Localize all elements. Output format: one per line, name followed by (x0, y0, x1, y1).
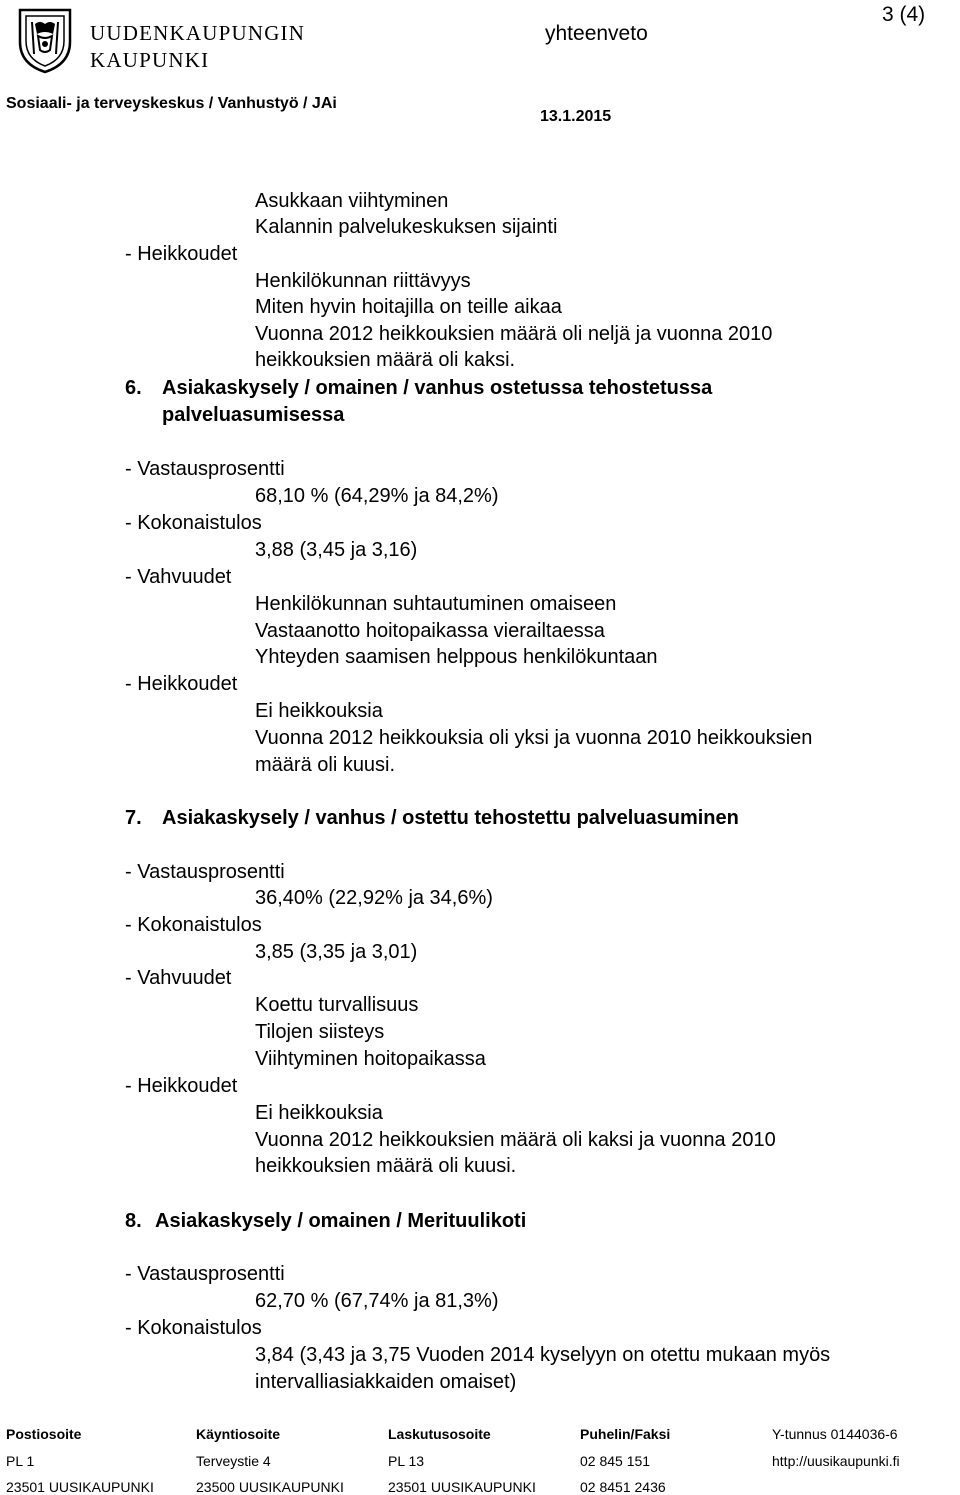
intro-line: Asukkaan viihtyminen (255, 190, 449, 212)
footer-postal-line: 23501 UUSIKAUPUNKI (6, 1479, 154, 1495)
page-number: 3 (4) (882, 3, 926, 26)
section-number: 7. (125, 807, 142, 829)
strength-item: Tilojen siisteys (255, 1021, 385, 1043)
strength-item: Henkilökunnan suhtautuminen omaiseen (255, 593, 617, 615)
response-rate-label: - Vastausprosentti (125, 1263, 285, 1285)
footer-visit-line: 23500 UUSIKAUPUNKI (196, 1479, 344, 1495)
footer-postal-heading: Postiosoite (6, 1426, 82, 1442)
footer-business-id: Y-tunnus 0144036-6 (772, 1426, 898, 1442)
weakness-item: Ei heikkouksia (255, 1102, 383, 1124)
organization-name-line2: KAUPUNKI (90, 48, 210, 72)
footer-visit-line: Terveystie 4 (196, 1453, 271, 1469)
response-rate-value: 68,10 % (64,29% ja 84,2%) (255, 485, 499, 507)
footer-fax: 02 8451 2436 (580, 1479, 666, 1495)
section-title: Asiakaskysely / vanhus / ostettu tehostettu palveluasuminen (162, 807, 739, 829)
footer-website-link[interactable]: http://uusikaupunki.fi (772, 1453, 900, 1469)
footer-phone-heading: Puhelin/Faksi (580, 1426, 671, 1442)
section-number: 6. (125, 377, 142, 399)
strength-item: Viihtyminen hoitopaikassa (255, 1048, 486, 1070)
weakness-item: määrä oli kuusi. (255, 754, 396, 776)
strength-item: Koettu turvallisuus (255, 994, 419, 1016)
intro-line: Kalannin palvelukeskuksen sijainti (255, 216, 558, 238)
footer-billing-line: PL 13 (388, 1453, 425, 1469)
total-score-value: 3,88 (3,45 ja 3,16) (255, 539, 418, 561)
response-rate-value: 36,40% (22,92% ja 34,6%) (255, 887, 493, 909)
department: Sosiaali- ja terveyskeskus / Vanhustyö / JAi (6, 95, 337, 112)
weakness-item: Vuonna 2012 heikkouksien määrä oli kaksi ja vuonna 2010 (255, 1129, 776, 1151)
response-rate-value: 62,70 % (67,74% ja 81,3%) (255, 1290, 499, 1312)
total-score-value: 3,84 (3,43 ja 3,75 Vuoden 2014 kyselyyn on otettu mukaan myös (255, 1344, 831, 1366)
total-score-value: 3,85 (3,35 ja 3,01) (255, 941, 418, 963)
strength-item: Yhteyden saamisen helppous henkilökuntaan (255, 646, 658, 668)
total-score-label: - Kokonaistulos (125, 914, 262, 936)
response-rate-label: - Vastausprosentti (125, 458, 285, 480)
section-number: 8. (125, 1210, 142, 1232)
total-score-label: - Kokonaistulos (125, 512, 262, 534)
strength-item: Vastaanotto hoitopaikassa vierailtaessa (255, 620, 605, 642)
intro-line: Henkilökunnan riittävyys (255, 270, 471, 292)
weaknesses-label: - Heikkoudet (125, 243, 238, 265)
document-type: yhteenveto (545, 22, 648, 45)
response-rate-label: - Vastausprosentti (125, 861, 285, 883)
strengths-label: - Vahvuudet (125, 566, 232, 588)
weakness-item: Vuonna 2012 heikkouksia oli yksi ja vuonna 2010 heikkouksien (255, 727, 813, 749)
total-score-label: - Kokonaistulos (125, 1317, 262, 1339)
weaknesses-label: - Heikkoudet (125, 1075, 238, 1097)
section-title: Asiakaskysely / omainen / vanhus ostetussa tehostetussa (162, 377, 713, 399)
footer-postal-line: PL 1 (6, 1453, 35, 1469)
weakness-item: heikkouksien määrä oli kuusi. (255, 1155, 517, 1177)
intro-line: heikkouksien määrä oli kaksi. (255, 349, 516, 371)
coat-of-arms-icon (16, 4, 74, 74)
weakness-item: Ei heikkouksia (255, 700, 383, 722)
footer-visit-heading: Käyntiosoite (196, 1426, 281, 1442)
document-date: 13.1.2015 (540, 108, 612, 125)
footer-billing-heading: Laskutusosoite (388, 1426, 491, 1442)
organization-name-line1: UUDENKAUPUNGIN (90, 21, 306, 45)
section-title: Asiakaskysely / omainen / Merituulikoti (155, 1210, 527, 1232)
footer-phone: 02 845 151 (580, 1453, 651, 1469)
intro-line: Vuonna 2012 heikkouksien määrä oli neljä ja vuonna 2010 (255, 323, 773, 345)
total-score-value: intervalliasiakkaiden omaiset) (255, 1371, 517, 1393)
intro-line: Miten hyvin hoitajilla on teille aikaa (255, 296, 562, 318)
organization-name (90, 20, 305, 74)
footer-billing-line: 23501 UUSIKAUPUNKI (388, 1479, 536, 1495)
section-title: palveluasumisessa (162, 404, 345, 426)
strengths-label: - Vahvuudet (125, 967, 232, 989)
weaknesses-label: - Heikkoudet (125, 673, 238, 695)
